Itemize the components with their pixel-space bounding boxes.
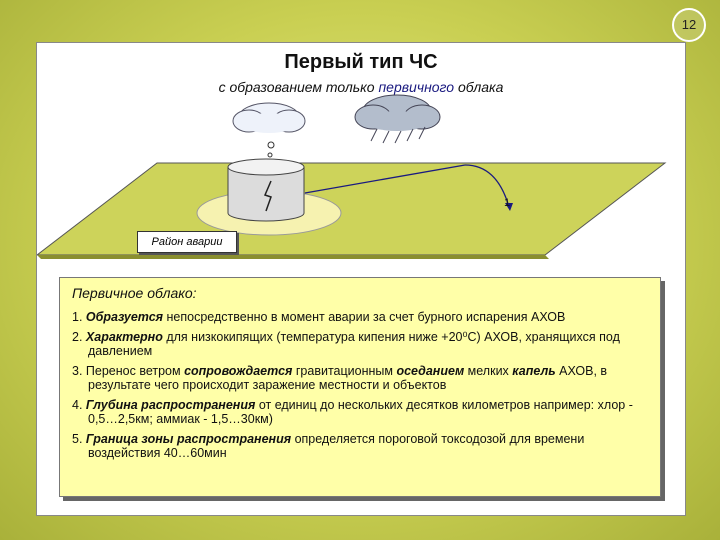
item-number: 1.	[72, 310, 83, 324]
info-heading: Первичное облако:	[72, 285, 197, 301]
list-item	[72, 330, 648, 358]
rain-cloud-icon	[355, 95, 440, 143]
ground-edge	[37, 255, 549, 259]
item-keyword: оседанием	[396, 364, 465, 378]
vapor-bubble	[268, 142, 274, 148]
slide-title: Первый тип ЧС	[284, 51, 438, 73]
item-number: 2.	[72, 330, 83, 344]
item-text: Перенос ветром	[85, 364, 185, 378]
list-item	[72, 364, 648, 392]
item-keyword: Образуется	[85, 310, 164, 324]
item-text: от единиц до нескольких десятков километров например: хлор - 0,5…2,5км; аммиак - 1,5…30км)	[88, 398, 633, 426]
item-keyword: капель	[512, 364, 556, 378]
info-panel	[59, 277, 661, 497]
item-text: мелких	[464, 364, 513, 378]
subtitle-start: с образованием только	[218, 79, 379, 95]
point-label: 1	[504, 197, 511, 209]
item-keyword: сопровождается	[184, 364, 293, 378]
item-number: 4.	[72, 398, 83, 412]
item-number: 5.	[72, 432, 83, 446]
item-number: 3.	[72, 364, 83, 378]
item-text: определяется пороговой токсодозой для времени воздействия 40…60мин	[88, 432, 585, 460]
item-text: непосредственно в момент аварии за счет бурного испарения АХОВ	[163, 310, 566, 324]
item-text: гравитационным	[292, 364, 397, 378]
item-keyword: Граница зоны распространения	[85, 432, 292, 446]
list-item	[72, 432, 648, 460]
tank-icon	[228, 159, 304, 221]
item-keyword: Глубина распространения	[85, 398, 256, 412]
subtitle-accent: первичного	[378, 79, 455, 95]
list-item	[72, 398, 648, 426]
ground-plane	[37, 163, 665, 255]
item-keyword: Характерно	[85, 330, 163, 344]
subtitle-end: облака	[454, 79, 504, 95]
accident-scene	[37, 43, 685, 283]
accident-area-label: Район аварии	[137, 231, 237, 253]
list-item	[72, 310, 648, 324]
vapor-bubble	[268, 153, 272, 157]
item-text: для низкокипящих (температура кипения ниже +20⁰С) АХОВ, хранящихся под давлением	[88, 330, 620, 358]
item-text: АХОВ, в результате чего происходит заражение местности и объектов	[88, 364, 608, 392]
slide	[36, 42, 686, 516]
primary-cloud-icon	[233, 103, 305, 133]
page-number: 12	[672, 8, 706, 42]
